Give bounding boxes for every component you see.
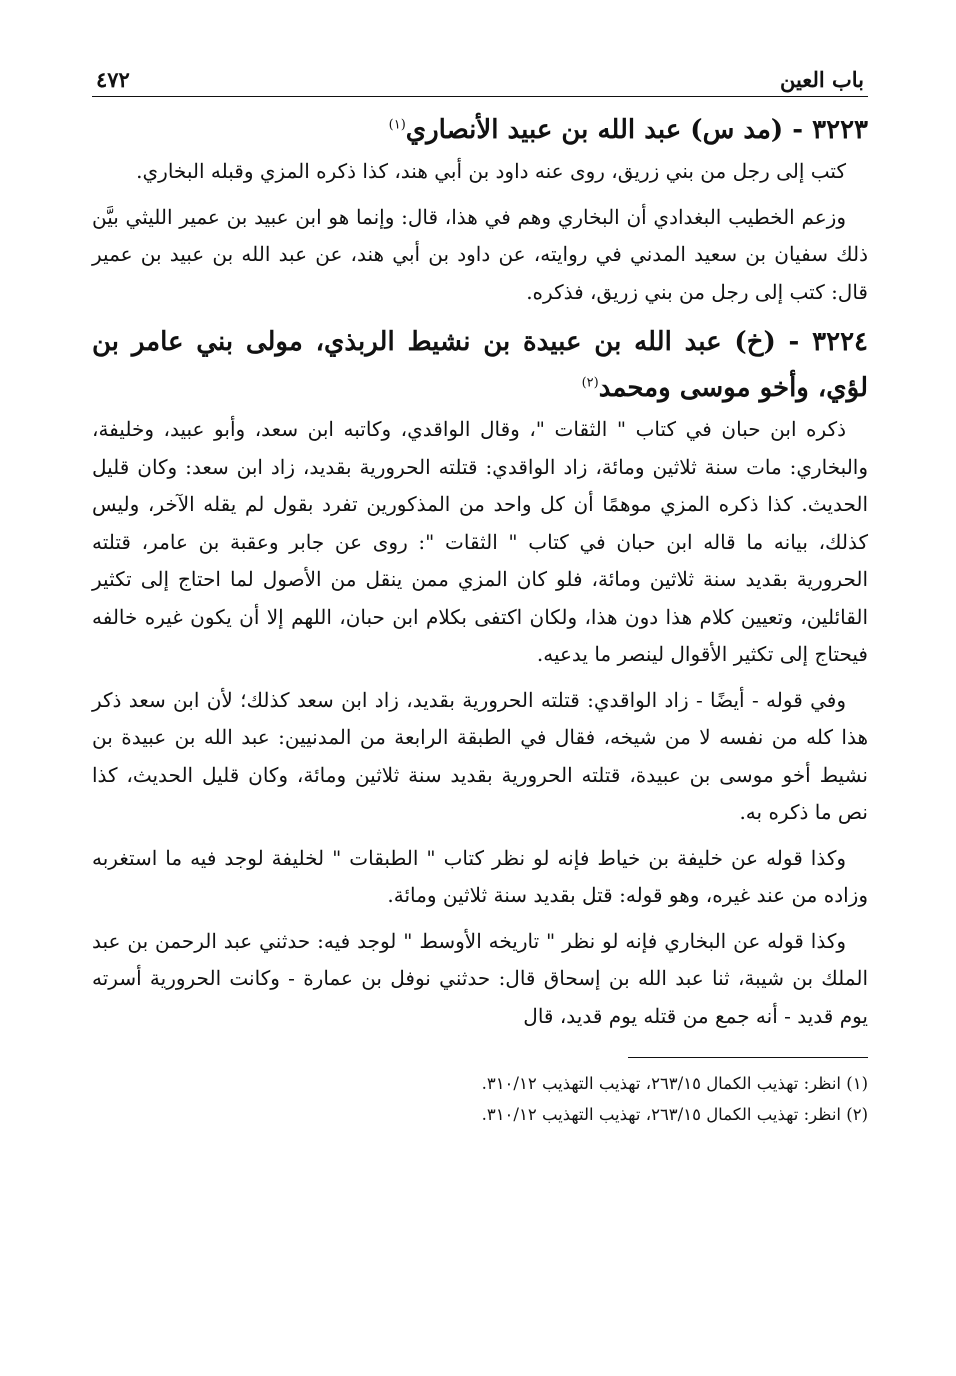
- footnote-rule: [628, 1057, 868, 1058]
- paragraph: وكذا قوله عن البخاري فإنه لو نظر " تاريخه الأوسط " لوجد فيه: حدثني عبد الرحمن بن عبد الملك بن شيبة، ثنا عبد الله بن إسحاق قال: حدثني نوفل بن عمارة - وكانت الحرورية أسرته يوم قديد - أنه جمع من قتله يوم قديد، قال: [92, 928, 868, 1028]
- footnote-ref: (٢): [581, 375, 599, 391]
- paragraph: كتب إلى رجل من بني زريق، روى عنه داود بن أبي هند، كذا ذكره المزي وقبله البخاري.: [136, 159, 846, 183]
- entry-3224: [92, 319, 868, 1035]
- footnote: (١) انظر: تهذيب الكمال ٢٦٣/١٥، تهذيب التهذيب ٣١٠/١٢.: [481, 1074, 868, 1093]
- entry-title: ٣٢٢٤ - (خ) عبد الله بن عبيدة بن نشيط الربذي، مولى بني عامر بن لؤي، وأخو موسى ومحمد$^{(٢)}$: [92, 327, 868, 403]
- page-number: ٤٧٢: [96, 67, 130, 92]
- paragraph: وفي قوله - أيضًا - زاد الواقدي: قتلته الحرورية بقديد، زاد ابن سعد كذلك؛ لأن ابن سعد ذكر هذا كله من نفسه لا من شيخه، فقال في الطبقة الرابعة من المدنيين: عبد الله بن عبيدة بن نشيط أخو موسى بن عبيدة، قتلته الحرورية بقديد سنة ثلاثين ومائة، وكان قليل الحديث، كذا نص ما ذكره به.: [92, 687, 868, 824]
- running-header: [92, 58, 868, 92]
- paragraph: وكذا قوله عن خليفة بن خياط فإنه لو نظر كتاب " الطبقات " لخليفة لوجد فيه ما استغربه وزاده من عند غيره، وهو قوله: قتل بقديد سنة ثلاثين ومائة.: [92, 845, 868, 907]
- entry-title: ٣٢٢٣ - (مد س) عبد الله بن عبيد الأنصاري$^{(١)}$: [388, 115, 868, 145]
- book-page: [92, 58, 868, 1130]
- entry-3223: [92, 107, 868, 311]
- paragraph: ذكره ابن حبان في كتاب " الثقات "، وقال الواقدي، وكاتبه ابن سعد، وأبو عبيد، وخليفة، والبخاري: مات سنة ثلاثين ومائة، زاد الواقدي: قتلته الحرورية بقديد، زاد ابن سعد: وكان قليل الحديث. كذا ذكره المزي موهمًا أن كل واحد من المذكورين تفرد بقول لم يقله الآخر، وليس كذلك، بيانه ما قاله ابن حبان في كتاب " الثقات ": روى عن جابر وعقبة بن عامر، قتلته الحرورية بقديد سنة ثلاثين ومائة، فلو كان المزي ممن ينقل من الأصول لما احتاج إلى تكثير القائلين، وتعيين كلام هذا دون هذا، ولكان اكتفى بكلام ابن حبان، اللهم إلا أن يكون غيره خالفه فيحتاج إلى تكثير الأقوال لينصر ما يدعيه.: [92, 417, 868, 666]
- footnotes: [92, 1068, 868, 1130]
- header-rule: [92, 96, 868, 97]
- paragraph: وزعم الخطيب البغدادي أن البخاري وهم في هذا، قال: وإنما هو ابن عبيد بن عمير الليثي بيَّن ذلك سفيان بن سعيد المدني في روايته، عن داود بن أبي هند، عن عبد الله بن عبيد بن عمير قال: كتب إلى رجل من بني زريق، فذكره.: [92, 204, 868, 304]
- footnote: (٢) انظر: تهذيب الكمال ٢٦٣/١٥، تهذيب التهذيب ٣١٠/١٢.: [481, 1105, 868, 1124]
- footnote-ref: (١): [388, 117, 406, 133]
- chapter-title: باب العين: [779, 67, 864, 92]
